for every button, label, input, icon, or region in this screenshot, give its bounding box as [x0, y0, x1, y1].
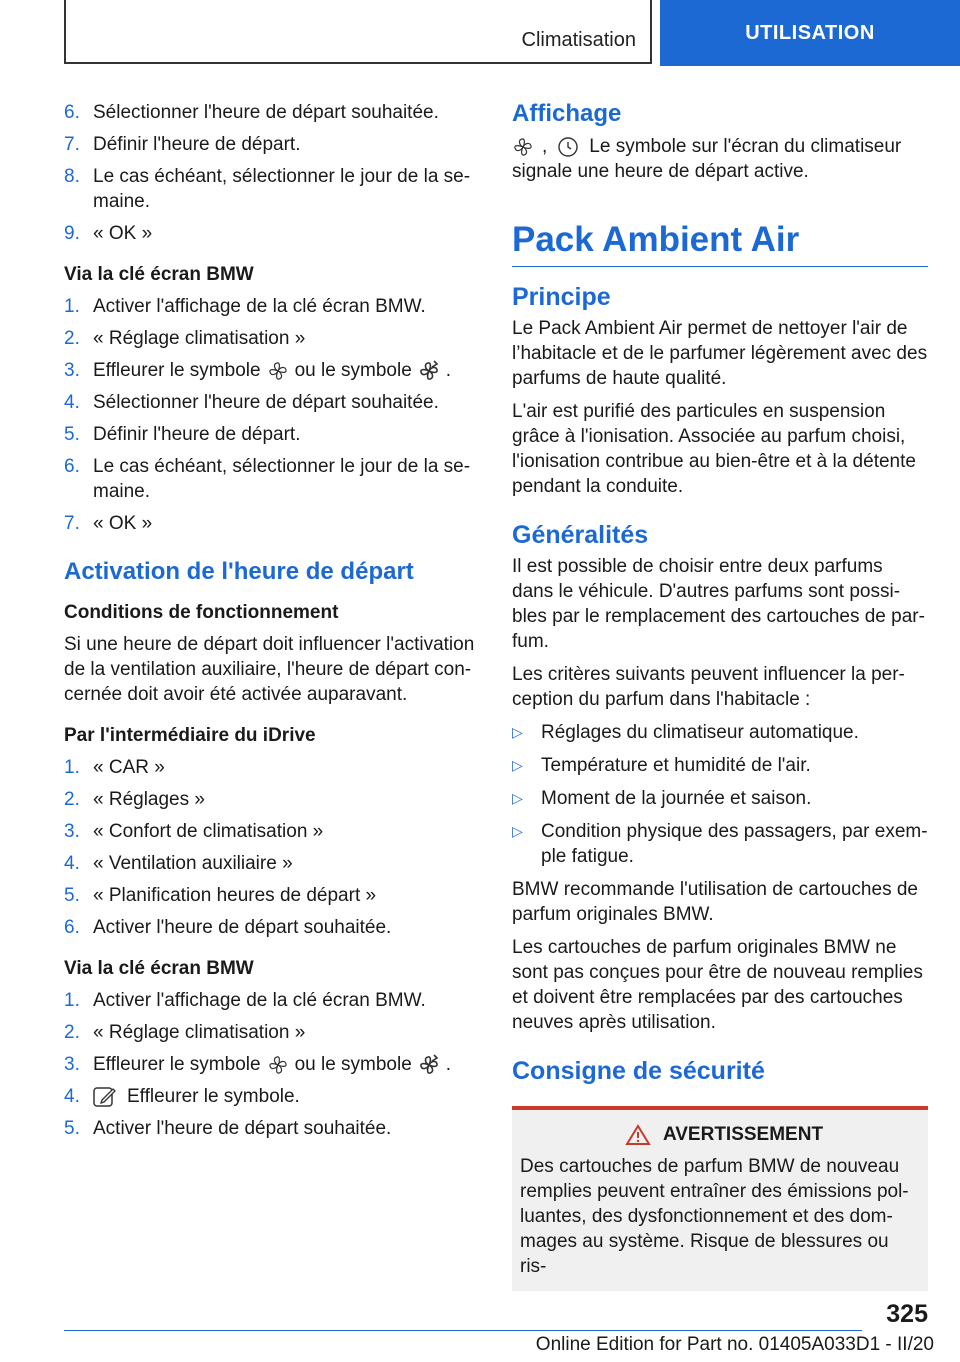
step-number: 4. — [64, 853, 80, 874]
step-text-c: . — [445, 360, 452, 381]
section-heading-principe: Principe — [512, 283, 611, 311]
bullet-text: Réglages du climatiseur automatique. — [541, 722, 859, 743]
step-text-b: ou le symbole — [294, 1054, 412, 1075]
page-header — [64, 0, 960, 66]
step-number: 6. — [64, 102, 80, 123]
warning-box — [512, 1106, 928, 1291]
step-text: « CAR » — [93, 757, 165, 778]
step-number: 2. — [64, 1022, 80, 1043]
step-number: 6. — [64, 917, 80, 938]
step-text: « Ventilation auxiliaire » — [93, 853, 293, 874]
step-number: 7. — [64, 134, 80, 155]
list-item — [64, 422, 478, 447]
affichage-paragraph — [512, 134, 928, 184]
list-item — [512, 786, 928, 811]
step-text-a: Effleurer le symbole — [93, 1054, 261, 1075]
step-text-c: . — [445, 1054, 452, 1075]
list-item — [64, 164, 478, 214]
step-text — [93, 1084, 478, 1109]
section-heading-affichage: Affichage — [512, 100, 622, 127]
step-number: 9. — [64, 223, 80, 244]
chapter-tab: UTILISATION — [660, 0, 960, 66]
list-item — [64, 988, 478, 1013]
warning-title-text: AVERTISSEMENT — [662, 1124, 824, 1145]
step-number: 3. — [64, 360, 80, 381]
bullet-text: Moment de la journée et saison. — [541, 788, 812, 809]
step-number: 4. — [64, 392, 80, 413]
bullet-text: Température et humidité de l'air. — [541, 755, 811, 776]
warning-title — [528, 1124, 920, 1146]
list-item — [64, 787, 478, 812]
step-text: « Réglage climatisation » — [93, 328, 306, 349]
list-item — [64, 851, 478, 876]
step-text — [93, 1052, 478, 1077]
edition-note: Online Edition for Part no. 01405A033D1 - II/20 — [535, 1334, 934, 1355]
step-text: Activer l'affichage de la clé écran BMW. — [93, 296, 426, 317]
list-item — [64, 915, 478, 940]
section-heading-activation: Activation de l'heure de départ — [64, 558, 414, 585]
list-item — [64, 358, 478, 383]
step-text: « Réglages » — [93, 789, 205, 810]
step-text: Activer l'heure de départ souhaitée. — [93, 1118, 392, 1139]
step-number: 1. — [64, 296, 80, 317]
list-item — [64, 819, 478, 844]
step-text: « Confort de climatisation » — [93, 821, 324, 842]
bullet-arrow-icon: ▷ — [512, 823, 523, 839]
list-item — [64, 221, 478, 246]
list-item — [64, 100, 478, 125]
list-item — [64, 1052, 478, 1077]
step-number: 4. — [64, 1086, 80, 1107]
steps-list-1 — [64, 100, 478, 246]
section-heading-consigne: Consigne de sécurité — [512, 1057, 765, 1085]
subheading: Conditions de fonctionnement — [64, 602, 339, 623]
step-number: 2. — [64, 789, 80, 810]
step-text: « OK » — [93, 513, 153, 534]
steps-list-3 — [64, 755, 478, 940]
list-item — [64, 326, 478, 351]
clock-icon — [557, 136, 579, 158]
list-item — [64, 1020, 478, 1045]
criteria-list — [512, 720, 928, 869]
step-number: 6. — [64, 456, 80, 477]
step-number: 1. — [64, 990, 80, 1011]
paragraph: Si une heure de départ doit influencer l'activation de la ventilation auxiliaire, l'heure de départ con-cernée doit avoir été activée auparavant. — [64, 634, 475, 705]
step-text: Le cas échéant, sélectionner le jour de la se-maine. — [93, 166, 471, 212]
list-item — [64, 755, 478, 780]
right-column — [512, 100, 928, 1291]
section-title: Climatisation — [521, 29, 636, 51]
subheading: Via la clé écran BMW — [64, 264, 254, 285]
list-item — [64, 454, 478, 504]
step-text: Activer l'heure de départ souhaitée. — [93, 917, 392, 938]
step-text-a: Effleurer le symbole — [93, 360, 261, 381]
paragraph: Les cartouches de parfum originales BMW ne sont pas conçues pour être de nouveau remplies et doivent être remplacées par des cartouches neuves après utilisation. — [512, 937, 923, 1033]
fan-auto-icon — [418, 360, 440, 382]
list-item — [64, 1084, 478, 1109]
list-item — [64, 883, 478, 908]
step-number: 3. — [64, 1054, 80, 1075]
chapter-heading-pack: Pack Ambient Air — [512, 220, 928, 267]
step-number: 3. — [64, 821, 80, 842]
step-number: 8. — [64, 166, 80, 187]
subheading: Par l'intermédiaire du iDrive — [64, 725, 316, 746]
list-item — [512, 720, 928, 745]
step-text: Le cas échéant, sélectionner le jour de la se-maine. — [93, 456, 471, 502]
fan-icon — [512, 136, 534, 158]
warning-text: Des cartouches de parfum BMW de nouveau remplies peuvent entraîner des émissions pol-luantes, des dysfonctionnement et des dom-mages au système. Risque de blessures ou ris- — [520, 1156, 909, 1277]
step-text: Activer l'affichage de la clé écran BMW. — [93, 990, 426, 1011]
step-number: 5. — [64, 424, 80, 445]
list-item — [512, 819, 928, 869]
list-item — [64, 294, 478, 319]
list-item — [64, 511, 478, 536]
header-frame — [64, 0, 652, 64]
paragraph: Le Pack Ambient Air permet de nettoyer l'air de l’habitacle et de le parfumer légèrement avec des parfums de haute qualité. — [512, 318, 928, 389]
step-number: 7. — [64, 513, 80, 534]
step-number: 5. — [64, 1118, 80, 1139]
fan-auto-icon — [418, 1054, 440, 1076]
paragraph: L'air est purifié des particules en suspension grâce à l'ionisation. Associée au parfum choisi, l'ionisation contribue au bien-être et à la détente pendant la conduite. — [512, 401, 916, 497]
list-item — [512, 753, 928, 778]
paragraph: Les critères suivants peuvent influencer la per-ception du parfum dans l'habitacle : — [512, 664, 905, 710]
warning-triangle-icon — [625, 1124, 651, 1146]
steps-list-2 — [64, 294, 478, 536]
bullet-text: Condition physique des passagers, par exem-ple fatigue. — [541, 821, 928, 867]
step-text-b: ou le symbole — [294, 360, 412, 381]
step-text: Sélectionner l'heure de départ souhaitée. — [93, 392, 439, 413]
bullet-arrow-icon: ▷ — [512, 757, 523, 773]
subheading: Via la clé écran BMW — [64, 958, 254, 979]
steps-list-4 — [64, 988, 478, 1141]
step-text: « OK » — [93, 223, 153, 244]
page-number: 325 — [886, 1300, 928, 1328]
list-item — [64, 1116, 478, 1141]
section-heading-generalites: Généralités — [512, 521, 649, 549]
paragraph: Il est possible de choisir entre deux parfums dans le véhicule. D'autres parfums sont possi-bles par le remplacement des cartouches de par-fum. — [512, 556, 925, 652]
affichage-text: Le symbole sur l'écran du climatiseur signale une heure de départ active. — [512, 136, 902, 182]
step-number: 5. — [64, 885, 80, 906]
footer-divider — [64, 1330, 862, 1331]
step-text — [93, 358, 478, 383]
list-item — [64, 132, 478, 157]
bullet-arrow-icon: ▷ — [512, 790, 523, 806]
left-column — [64, 100, 478, 1148]
fan-icon — [267, 360, 289, 382]
paragraph: BMW recommande l'utilisation de cartouches de parfum originales BMW. — [512, 879, 918, 925]
edit-icon — [93, 1086, 117, 1108]
step-number: 1. — [64, 757, 80, 778]
step-text: « Planification heures de départ » — [93, 885, 377, 906]
step-text: « Réglage climatisation » — [93, 1022, 306, 1043]
step-text: Définir l'heure de départ. — [93, 424, 301, 445]
step-text: Définir l'heure de départ. — [93, 134, 301, 155]
bullet-arrow-icon: ▷ — [512, 724, 523, 740]
step-text: Sélectionner l'heure de départ souhaitée. — [93, 102, 439, 123]
list-item — [64, 390, 478, 415]
fan-icon — [267, 1054, 289, 1076]
step-number: 2. — [64, 328, 80, 349]
icon-separator: , — [542, 136, 548, 157]
step-text-value: Effleurer le symbole. — [127, 1086, 300, 1107]
